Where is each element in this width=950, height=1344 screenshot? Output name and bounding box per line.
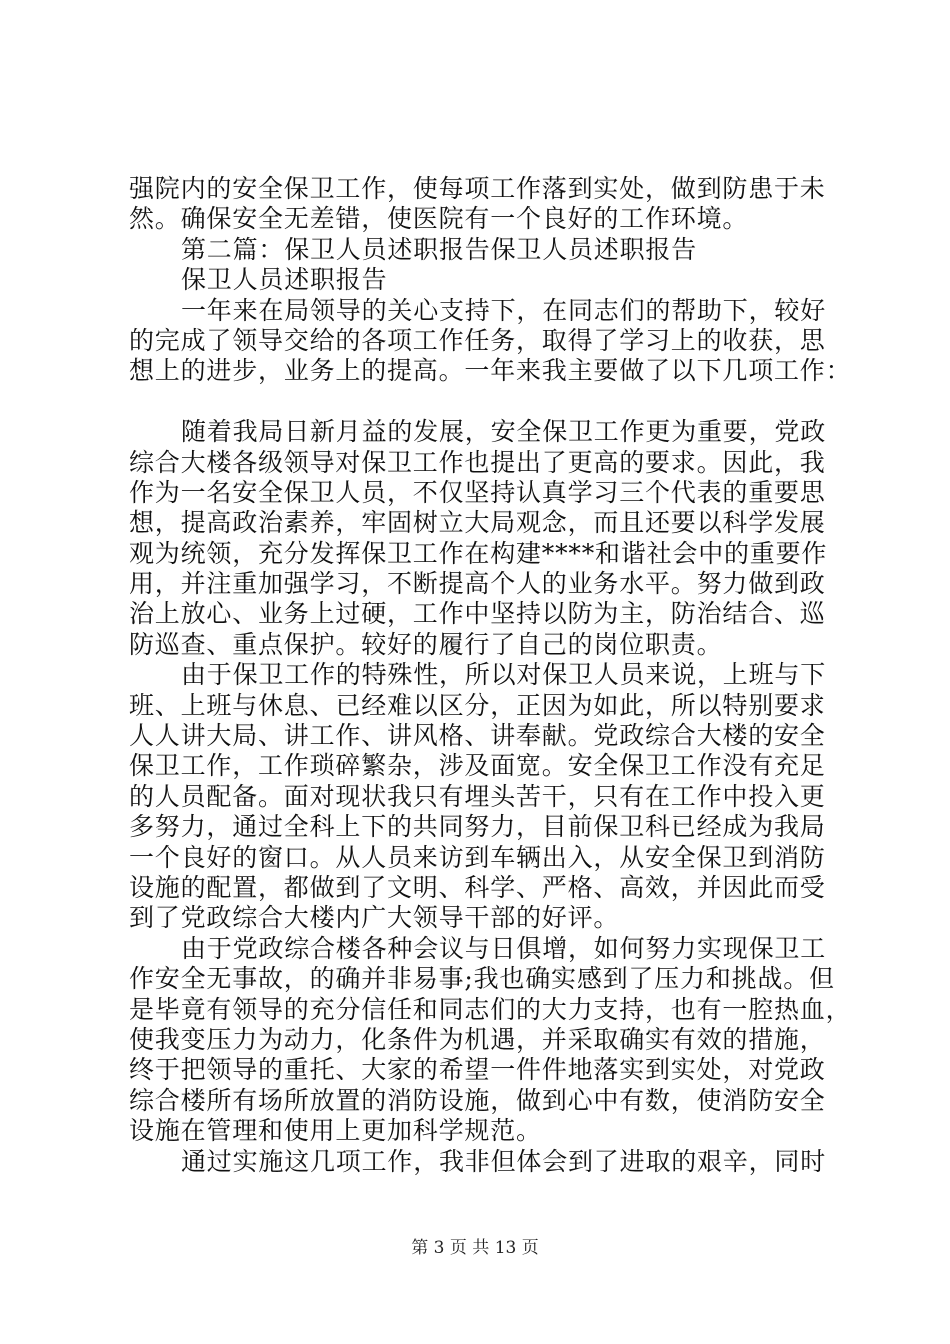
- text-line: 是毕竟有领导的充分信任和同志们的大力支持，也有一腔热血，: [129, 994, 852, 1024]
- text-line: 使我变压力为动力，化条件为机遇，并采取确实有效的措施，: [129, 1024, 826, 1054]
- text-line: 到了党政综合大楼内广大领导干部的好评。: [129, 903, 620, 933]
- text-line: 保卫工作，工作琐碎繁杂，涉及面宽。安全保卫工作没有充足: [129, 751, 826, 781]
- text-line: 终于把领导的重托、大家的希望一件件地落实到实处，对党政: [129, 1055, 826, 1085]
- text-line: 治上放心、业务上过硬，工作中坚持以防为主，防治结合、巡: [129, 599, 826, 629]
- text-line: 用，并注重加强学习，不断提高个人的业务水平。努力做到政: [129, 569, 826, 599]
- text-line: 综合大楼各级领导对保卫工作也提出了更高的要求。因此，我: [129, 447, 826, 477]
- text-line: 观为统领，充分发挥保卫工作在构建****和谐社会中的重要作: [129, 538, 828, 568]
- document-body: [129, 174, 852, 1177]
- text-line: 防巡查、重点保护。较好的履行了自己的岗位职责。: [129, 629, 723, 659]
- text-line: 随着我局日新月益的发展，安全保卫工作更为重要，党政: [181, 417, 827, 447]
- text-line: 作为一名安全保卫人员，不仅坚持认真学习三个代表的重要思: [129, 477, 826, 507]
- text-line: 通过实施这几项工作，我非但体会到了进取的艰辛，同时: [181, 1146, 827, 1176]
- text-line: 强院内的安全保卫工作，使每项工作落到实处，做到防患于未: [129, 174, 826, 203]
- text-line: 的完成了领导交给的各项工作任务，取得了学习上的收获，思: [129, 325, 826, 355]
- text-line: 第二篇：保卫人员述职报告保卫人员述职报告: [181, 234, 698, 264]
- page-footer: 第 3 页 共 13 页: [411, 1238, 539, 1258]
- blank-line: [129, 387, 834, 417]
- text-line: 一个良好的窗口。从人员来访到车辆出入，从安全保卫到消防: [129, 842, 826, 872]
- text-line: 想上的进步，业务上的提高。一年来我主要做了以下几项工作：: [129, 356, 852, 386]
- text-line: 由于保卫工作的特殊性，所以对保卫人员来说，上班与下: [181, 660, 827, 690]
- text-line: 人人讲大局、讲工作、讲风格、讲奉献。党政综合大楼的安全: [129, 721, 826, 751]
- text-line: 多努力，通过全科上下的共同努力，目前保卫科已经成为我局: [129, 812, 826, 842]
- text-line: 保卫人员述职报告: [181, 265, 388, 295]
- text-line: 的人员配备。面对现状我只有埋头苦干，只有在工作中投入更: [129, 781, 826, 811]
- text-line: 作安全无事故，的确并非易事;我也确实感到了压力和挑战。但: [129, 964, 835, 994]
- text-line: 由于党政综合楼各种会议与日俱增，如何努力实现保卫工: [181, 933, 827, 963]
- text-line: 设施的配置，都做到了文明、科学、严格、高效，并因此而受: [129, 872, 826, 902]
- text-line: 综合楼所有场所放置的消防设施，做到心中有数，使消防安全: [129, 1085, 826, 1115]
- text-line: 然。确保安全无差错，使医院有一个良好的工作环境。: [129, 204, 749, 234]
- text-line: 想，提高政治素养，牢固树立大局观念，而且还要以科学发展: [129, 508, 826, 538]
- text-line: 班、上班与休息、已经难以区分，正因为如此，所以特别要求: [129, 690, 826, 720]
- text-line: 一年来在局领导的关心支持下，在同志们的帮助下，较好: [181, 295, 827, 325]
- text-line: 设施在管理和使用上更加科学规范。: [129, 1116, 542, 1146]
